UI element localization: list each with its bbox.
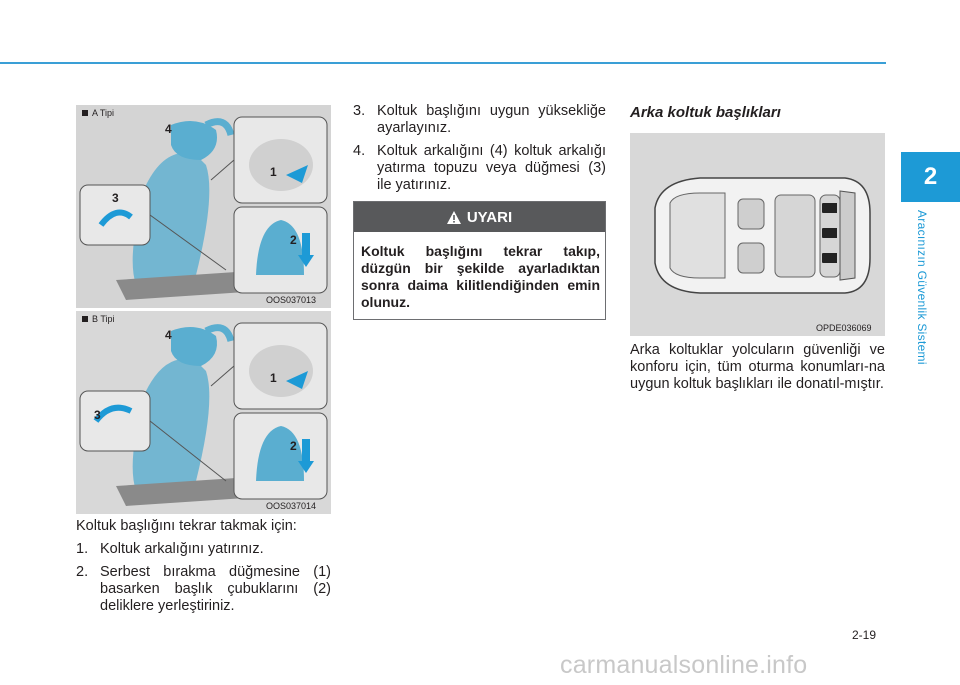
figure-type-a	[76, 105, 331, 308]
warning-header	[354, 202, 605, 232]
top-rule	[0, 62, 886, 64]
figure-code-car: OPDE036069	[816, 323, 872, 333]
warning-text: Koltuk başlığını tekrar takıp, düzgün bir şekilde ayarladıktan sonra daima kilitlendiğinden emin olunuz.	[361, 243, 600, 310]
section-heading: Arka koltuk başlıkları	[630, 104, 781, 121]
rear-headrest-paragraph: Arka koltuklar yolcuların güvenliği ve konforu için, tüm oturma konumları-na uygun koltuk başlıkları ile donatıl-mıştır.	[630, 342, 885, 392]
seat-illustration-a	[76, 105, 331, 308]
callout-3: 3	[94, 408, 101, 422]
callout-4: 4	[165, 328, 172, 342]
page-number: 2-19	[852, 628, 877, 642]
callout-1: 1	[270, 165, 277, 179]
step-1: 1. Koltuk arkalığını yatırınız.	[76, 541, 264, 557]
intro-text: Koltuk başlığını tekrar takmak için:	[76, 518, 297, 534]
chapter-title: Aracınızın Güvenlik Sistemi	[915, 210, 929, 365]
callout-2: 2	[290, 233, 297, 247]
callout-1: 1	[270, 371, 277, 385]
figure-type-b	[76, 311, 331, 514]
warning-title: UYARI	[466, 208, 513, 226]
figure-code-a: OOS037013	[266, 295, 317, 305]
callout-4: 4	[165, 122, 172, 136]
chapter-number: 2	[923, 163, 938, 190]
figure-code-b: OOS037014	[266, 501, 317, 511]
figure-car	[630, 133, 885, 336]
figure-label-b: B Tipi	[82, 314, 115, 324]
warning-box	[353, 201, 606, 320]
warning-icon	[447, 211, 461, 224]
callout-2: 2	[290, 439, 297, 453]
car-top-view	[630, 133, 885, 336]
callout-3: 3	[112, 191, 119, 205]
seat-illustration-b	[76, 311, 331, 514]
step-4: 4. Koltuk arkalığını (4) koltuk arkalığı yatırma topuzu veya düğmesi (3) ile yatırınız.	[353, 143, 606, 193]
step-2: 2. Serbest bırakma düğmesine (1) basarken başlık çubuklarını (2) deliklere yerleştiriniz.	[76, 564, 331, 614]
step-3: 3. Koltuk başlığını uygun yüksekliğe ayarlayınız.	[353, 103, 606, 136]
chapter-tab	[901, 152, 960, 202]
watermark: carmanualsonline.info	[560, 651, 808, 679]
square-bullet-icon	[82, 316, 88, 322]
square-bullet-icon	[82, 110, 88, 116]
figure-label-a: A Tipi	[82, 108, 114, 118]
